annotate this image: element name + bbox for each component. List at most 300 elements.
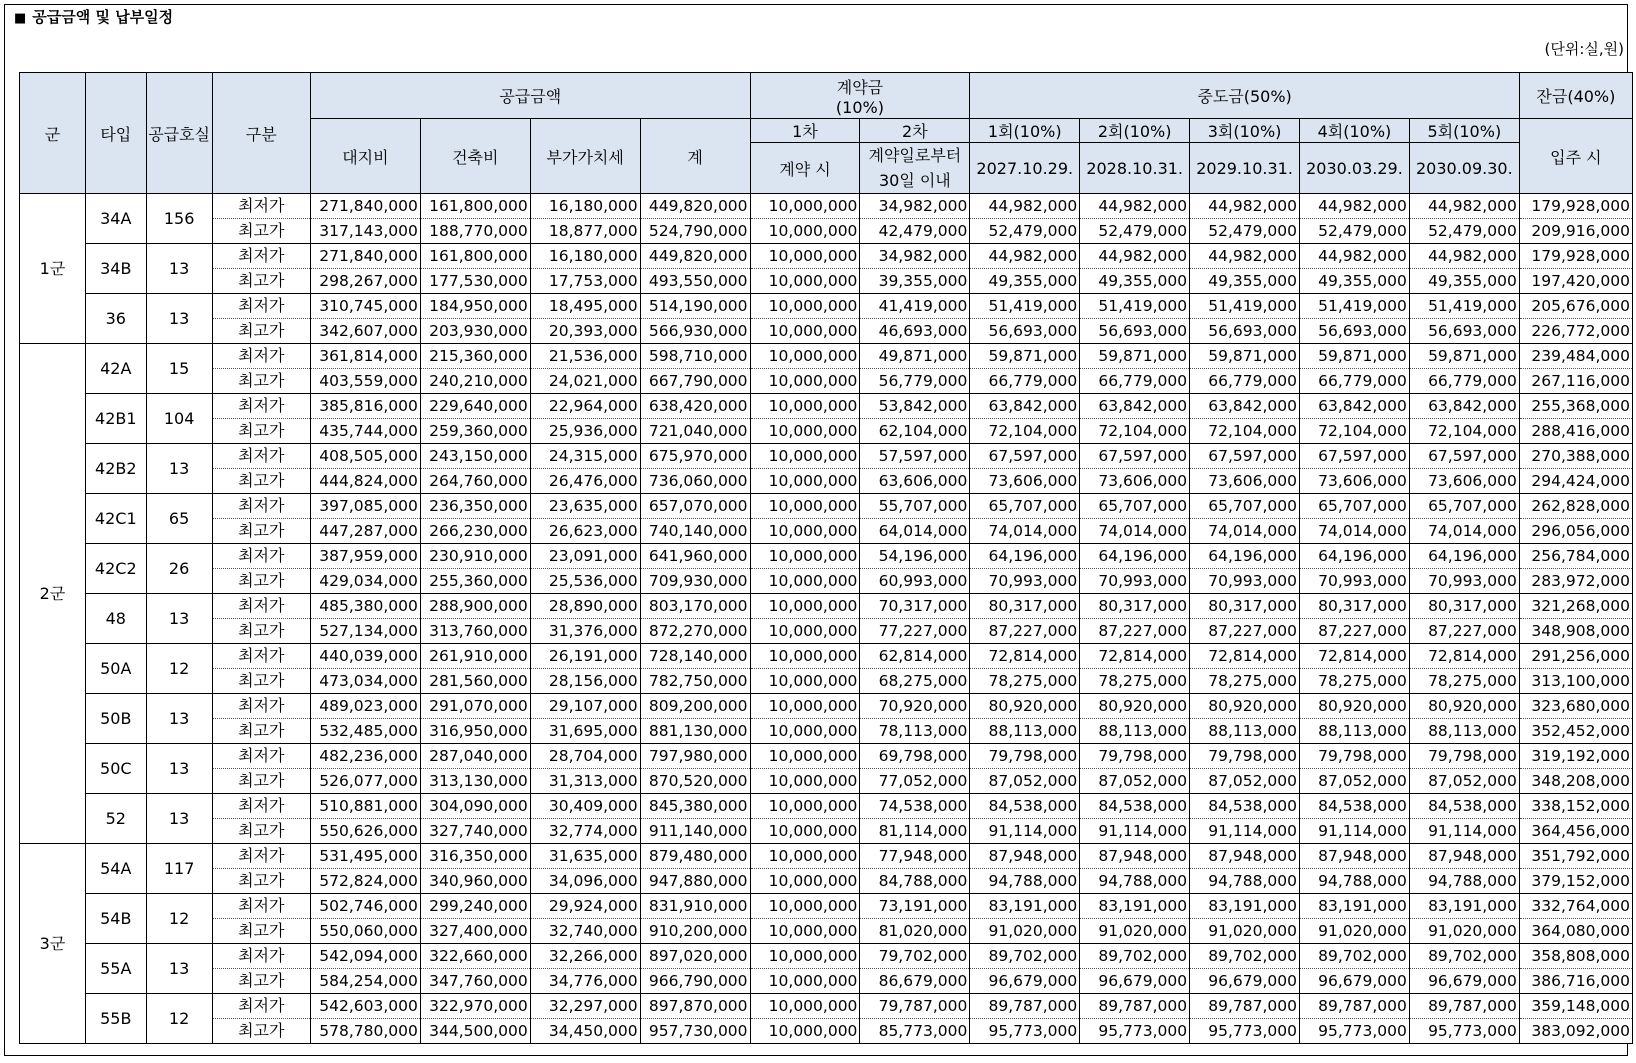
amount-cell: 28,890,000 <box>530 594 640 619</box>
amount-cell: 53,842,000 <box>860 394 970 419</box>
amount-cell: 256,784,000 <box>1519 544 1632 569</box>
amount-cell: 16,180,000 <box>530 244 640 269</box>
amount-cell: 24,315,000 <box>530 444 640 469</box>
amount-cell: 322,970,000 <box>420 994 530 1019</box>
page-title <box>14 6 173 27</box>
amount-cell: 240,210,000 <box>420 369 530 394</box>
amount-cell: 84,538,000 <box>1409 794 1519 819</box>
amount-cell: 897,020,000 <box>640 944 750 969</box>
table-row <box>20 269 1633 294</box>
header-supply-amount: 공급금액 <box>310 73 750 119</box>
table-row <box>20 919 1633 944</box>
type-cell: 54B <box>85 894 146 944</box>
header-deposit-2-when-a: 계약일로부터 <box>868 146 962 165</box>
table-row <box>20 219 1633 244</box>
amount-cell: 435,744,000 <box>310 419 420 444</box>
amount-cell: 83,191,000 <box>1300 894 1410 919</box>
category-cell: 최저가 <box>212 844 310 869</box>
amount-cell: 10,000,000 <box>750 419 860 444</box>
amount-cell: 359,148,000 <box>1519 994 1632 1019</box>
amount-cell: 524,790,000 <box>640 219 750 244</box>
amount-cell: 10,000,000 <box>750 519 860 544</box>
amount-cell: 316,350,000 <box>420 844 530 869</box>
amount-cell: 87,948,000 <box>1190 844 1300 869</box>
type-cell: 34A <box>85 194 146 244</box>
amount-cell: 740,140,000 <box>640 519 750 544</box>
amount-cell: 10,000,000 <box>750 719 860 744</box>
amount-cell: 550,060,000 <box>310 919 420 944</box>
amount-cell: 74,538,000 <box>860 794 970 819</box>
amount-cell: 803,170,000 <box>640 594 750 619</box>
amount-cell: 59,871,000 <box>1300 344 1410 369</box>
amount-cell: 74,014,000 <box>1080 519 1190 544</box>
amount-cell: 321,268,000 <box>1519 594 1632 619</box>
header-category: 구분 <box>212 73 310 194</box>
amount-cell: 64,196,000 <box>1300 544 1410 569</box>
amount-cell: 721,040,000 <box>640 419 750 444</box>
amount-cell: 55,707,000 <box>860 494 970 519</box>
amount-cell: 197,420,000 <box>1519 269 1632 294</box>
amount-cell: 288,900,000 <box>420 594 530 619</box>
amount-cell: 56,693,000 <box>1190 319 1300 344</box>
amount-cell: 532,485,000 <box>310 719 420 744</box>
type-cell: 42C2 <box>85 544 146 594</box>
amount-cell: 80,920,000 <box>970 694 1080 719</box>
amount-cell: 283,972,000 <box>1519 569 1632 594</box>
type-cell: 48 <box>85 594 146 644</box>
header-deposit-1-when: 계약 시 <box>750 143 860 194</box>
amount-cell: 10,000,000 <box>750 469 860 494</box>
amount-cell: 42,479,000 <box>860 219 970 244</box>
category-cell: 최고가 <box>212 769 310 794</box>
amount-cell: 64,196,000 <box>1190 544 1300 569</box>
amount-cell: 72,814,000 <box>1409 644 1519 669</box>
amount-cell: 344,500,000 <box>420 1019 530 1044</box>
amount-cell: 527,134,000 <box>310 619 420 644</box>
amount-cell: 64,196,000 <box>1409 544 1519 569</box>
header-vat: 부가가치세 <box>530 119 640 194</box>
amount-cell: 10,000,000 <box>750 894 860 919</box>
amount-cell: 638,420,000 <box>640 394 750 419</box>
amount-cell: 845,380,000 <box>640 794 750 819</box>
amount-cell: 78,275,000 <box>1080 669 1190 694</box>
amount-cell: 385,816,000 <box>310 394 420 419</box>
amount-cell: 675,970,000 <box>640 444 750 469</box>
amount-cell: 91,114,000 <box>1080 819 1190 844</box>
amount-cell: 831,910,000 <box>640 894 750 919</box>
amount-cell: 10,000,000 <box>750 319 860 344</box>
amount-cell: 52,479,000 <box>1300 219 1410 244</box>
amount-cell: 56,693,000 <box>1300 319 1410 344</box>
amount-cell: 440,039,000 <box>310 644 420 669</box>
amount-cell: 85,773,000 <box>860 1019 970 1044</box>
amount-cell: 271,840,000 <box>310 194 420 219</box>
amount-cell: 29,107,000 <box>530 694 640 719</box>
amount-cell: 88,113,000 <box>1080 719 1190 744</box>
amount-cell: 259,360,000 <box>420 419 530 444</box>
amount-cell: 408,505,000 <box>310 444 420 469</box>
units-cell: 13 <box>146 594 212 644</box>
amount-cell: 69,798,000 <box>860 744 970 769</box>
amount-cell: 957,730,000 <box>640 1019 750 1044</box>
amount-cell: 291,256,000 <box>1519 644 1632 669</box>
units-cell: 12 <box>146 644 212 694</box>
amount-cell: 531,495,000 <box>310 844 420 869</box>
units-cell: 15 <box>146 344 212 394</box>
type-cell: 55A <box>85 944 146 994</box>
amount-cell: 261,910,000 <box>420 644 530 669</box>
header-mid-date-5: 2030.09.30. <box>1409 143 1519 194</box>
amount-cell: 62,104,000 <box>860 419 970 444</box>
amount-cell: 10,000,000 <box>750 794 860 819</box>
amount-cell: 542,094,000 <box>310 944 420 969</box>
amount-cell: 310,745,000 <box>310 294 420 319</box>
amount-cell: 31,313,000 <box>530 769 640 794</box>
type-cell: 55B <box>85 994 146 1044</box>
amount-cell: 89,787,000 <box>970 994 1080 1019</box>
black-square-icon: ■ <box>14 11 27 26</box>
amount-cell: 34,982,000 <box>860 244 970 269</box>
amount-cell: 56,779,000 <box>860 369 970 394</box>
amount-cell: 65,707,000 <box>1190 494 1300 519</box>
table-row <box>20 619 1633 644</box>
header-balance: 잔금(40%) <box>1519 73 1632 119</box>
table-row <box>20 444 1633 469</box>
amount-cell: 322,660,000 <box>420 944 530 969</box>
amount-cell: 80,317,000 <box>1300 594 1410 619</box>
table-row <box>20 1019 1633 1044</box>
amount-cell: 67,597,000 <box>970 444 1080 469</box>
amount-cell: 44,982,000 <box>1409 244 1519 269</box>
amount-cell: 30,409,000 <box>530 794 640 819</box>
amount-cell: 44,982,000 <box>1300 194 1410 219</box>
units-cell: 13 <box>146 694 212 744</box>
amount-cell: 78,275,000 <box>1190 669 1300 694</box>
payment-schedule-table <box>19 72 1633 1044</box>
amount-cell: 80,317,000 <box>1409 594 1519 619</box>
amount-cell: 67,597,000 <box>1409 444 1519 469</box>
header-mid-date-1: 2027.10.29. <box>970 143 1080 194</box>
amount-cell: 89,702,000 <box>1300 944 1410 969</box>
amount-cell: 797,980,000 <box>640 744 750 769</box>
amount-cell: 572,824,000 <box>310 869 420 894</box>
amount-cell: 44,982,000 <box>1080 244 1190 269</box>
amount-cell: 94,788,000 <box>1190 869 1300 894</box>
amount-cell: 91,020,000 <box>970 919 1080 944</box>
category-cell: 최고가 <box>212 669 310 694</box>
amount-cell: 31,376,000 <box>530 619 640 644</box>
amount-cell: 10,000,000 <box>750 669 860 694</box>
amount-cell: 215,360,000 <box>420 344 530 369</box>
amount-cell: 87,227,000 <box>1409 619 1519 644</box>
amount-cell: 89,702,000 <box>970 944 1080 969</box>
type-cell: 42C1 <box>85 494 146 544</box>
amount-cell: 91,020,000 <box>1300 919 1410 944</box>
amount-cell: 10,000,000 <box>750 569 860 594</box>
table-row <box>20 644 1633 669</box>
header-land: 대지비 <box>310 119 420 194</box>
amount-cell: 10,000,000 <box>750 919 860 944</box>
amount-cell: 59,871,000 <box>970 344 1080 369</box>
table-row <box>20 319 1633 344</box>
amount-cell: 264,760,000 <box>420 469 530 494</box>
category-cell: 최저가 <box>212 394 310 419</box>
amount-cell: 94,788,000 <box>1409 869 1519 894</box>
amount-cell: 667,790,000 <box>640 369 750 394</box>
header-building: 건축비 <box>420 119 530 194</box>
amount-cell: 10,000,000 <box>750 744 860 769</box>
amount-cell: 10,000,000 <box>750 244 860 269</box>
amount-cell: 89,702,000 <box>1080 944 1190 969</box>
table-row <box>20 344 1633 369</box>
amount-cell: 10,000,000 <box>750 394 860 419</box>
amount-cell: 23,635,000 <box>530 494 640 519</box>
amount-cell: 74,014,000 <box>970 519 1080 544</box>
amount-cell: 89,787,000 <box>1409 994 1519 1019</box>
category-cell: 최고가 <box>212 369 310 394</box>
amount-cell: 32,266,000 <box>530 944 640 969</box>
units-cell: 13 <box>146 744 212 794</box>
amount-cell: 89,787,000 <box>1300 994 1410 1019</box>
table-row <box>20 719 1633 744</box>
amount-cell: 91,020,000 <box>1080 919 1190 944</box>
amount-cell: 657,070,000 <box>640 494 750 519</box>
type-cell: 52 <box>85 794 146 844</box>
amount-cell: 49,355,000 <box>970 269 1080 294</box>
amount-cell: 96,679,000 <box>1300 969 1410 994</box>
amount-cell: 51,419,000 <box>970 294 1080 319</box>
amount-cell: 236,350,000 <box>420 494 530 519</box>
amount-cell: 49,355,000 <box>1409 269 1519 294</box>
amount-cell: 64,196,000 <box>970 544 1080 569</box>
amount-cell: 270,388,000 <box>1519 444 1632 469</box>
amount-cell: 313,760,000 <box>420 619 530 644</box>
amount-cell: 87,052,000 <box>1080 769 1190 794</box>
amount-cell: 66,779,000 <box>970 369 1080 394</box>
amount-cell: 26,191,000 <box>530 644 640 669</box>
amount-cell: 79,798,000 <box>1190 744 1300 769</box>
amount-cell: 230,910,000 <box>420 544 530 569</box>
amount-cell: 95,773,000 <box>1409 1019 1519 1044</box>
amount-cell: 88,113,000 <box>1300 719 1410 744</box>
amount-cell: 281,560,000 <box>420 669 530 694</box>
amount-cell: 34,982,000 <box>860 194 970 219</box>
type-cell: 36 <box>85 294 146 344</box>
amount-cell: 387,959,000 <box>310 544 420 569</box>
amount-cell: 32,774,000 <box>530 819 640 844</box>
amount-cell: 299,240,000 <box>420 894 530 919</box>
header-deposit-2-when-b: 30일 이내 <box>878 171 951 190</box>
type-cell: 50C <box>85 744 146 794</box>
amount-cell: 347,760,000 <box>420 969 530 994</box>
amount-cell: 26,476,000 <box>530 469 640 494</box>
amount-cell: 10,000,000 <box>750 994 860 1019</box>
category-cell: 최고가 <box>212 969 310 994</box>
amount-cell: 10,000,000 <box>750 369 860 394</box>
amount-cell: 63,606,000 <box>860 469 970 494</box>
header-mid-date-3: 2029.10.31. <box>1190 143 1300 194</box>
table-row <box>20 519 1633 544</box>
amount-cell: 296,056,000 <box>1519 519 1632 544</box>
amount-cell: 31,695,000 <box>530 719 640 744</box>
amount-cell: 83,191,000 <box>1190 894 1300 919</box>
amount-cell: 493,550,000 <box>640 269 750 294</box>
category-cell: 최고가 <box>212 919 310 944</box>
amount-cell: 550,626,000 <box>310 819 420 844</box>
amount-cell: 482,236,000 <box>310 744 420 769</box>
amount-cell: 304,090,000 <box>420 794 530 819</box>
amount-cell: 91,020,000 <box>1190 919 1300 944</box>
amount-cell: 386,716,000 <box>1519 969 1632 994</box>
table-row <box>20 194 1633 219</box>
amount-cell: 66,779,000 <box>1080 369 1190 394</box>
amount-cell: 316,950,000 <box>420 719 530 744</box>
amount-cell: 870,520,000 <box>640 769 750 794</box>
amount-cell: 84,538,000 <box>1300 794 1410 819</box>
category-cell: 최고가 <box>212 1019 310 1044</box>
amount-cell: 79,798,000 <box>1409 744 1519 769</box>
amount-cell: 25,536,000 <box>530 569 640 594</box>
amount-cell: 72,104,000 <box>1300 419 1410 444</box>
amount-cell: 91,114,000 <box>1409 819 1519 844</box>
amount-cell: 271,840,000 <box>310 244 420 269</box>
header-deposit-2: 2차 <box>860 119 970 143</box>
page-title-text: 공급금액 및 납부일정 <box>32 8 174 26</box>
table-row <box>20 944 1633 969</box>
amount-cell: 80,317,000 <box>1080 594 1190 619</box>
table-row <box>20 819 1633 844</box>
amount-cell: 87,227,000 <box>1080 619 1190 644</box>
amount-cell: 184,950,000 <box>420 294 530 319</box>
amount-cell: 67,597,000 <box>1300 444 1410 469</box>
amount-cell: 10,000,000 <box>750 594 860 619</box>
amount-cell: 59,871,000 <box>1190 344 1300 369</box>
amount-cell: 514,190,000 <box>640 294 750 319</box>
amount-cell: 966,790,000 <box>640 969 750 994</box>
amount-cell: 73,606,000 <box>1190 469 1300 494</box>
category-cell: 최저가 <box>212 694 310 719</box>
header-deposit-1: 1차 <box>750 119 860 143</box>
units-cell: 13 <box>146 944 212 994</box>
amount-cell: 52,479,000 <box>1190 219 1300 244</box>
units-cell: 13 <box>146 794 212 844</box>
amount-cell: 351,792,000 <box>1519 844 1632 869</box>
amount-cell: 239,484,000 <box>1519 344 1632 369</box>
amount-cell: 28,156,000 <box>530 669 640 694</box>
amount-cell: 87,052,000 <box>1300 769 1410 794</box>
amount-cell: 91,114,000 <box>1300 819 1410 844</box>
amount-cell: 209,916,000 <box>1519 219 1632 244</box>
table-row <box>20 244 1633 269</box>
category-cell: 최저가 <box>212 444 310 469</box>
category-cell: 최저가 <box>212 544 310 569</box>
header-mid-5: 5회(10%) <box>1409 119 1519 143</box>
amount-cell: 70,993,000 <box>1409 569 1519 594</box>
header-mid-1: 1회(10%) <box>970 119 1080 143</box>
amount-cell: 44,982,000 <box>1409 194 1519 219</box>
amount-cell: 80,317,000 <box>1190 594 1300 619</box>
amount-cell: 161,800,000 <box>420 194 530 219</box>
header-mid-date-4: 2030.03.29. <box>1300 143 1410 194</box>
amount-cell: 94,788,000 <box>970 869 1080 894</box>
amount-cell: 79,798,000 <box>970 744 1080 769</box>
amount-cell: 10,000,000 <box>750 494 860 519</box>
amount-cell: 897,870,000 <box>640 994 750 1019</box>
amount-cell: 78,113,000 <box>860 719 970 744</box>
amount-cell: 327,400,000 <box>420 919 530 944</box>
amount-cell: 70,317,000 <box>860 594 970 619</box>
amount-cell: 70,993,000 <box>1300 569 1410 594</box>
amount-cell: 73,606,000 <box>1080 469 1190 494</box>
amount-cell: 20,393,000 <box>530 319 640 344</box>
amount-cell: 70,920,000 <box>860 694 970 719</box>
amount-cell: 397,085,000 <box>310 494 420 519</box>
amount-cell: 10,000,000 <box>750 544 860 569</box>
amount-cell: 338,152,000 <box>1519 794 1632 819</box>
amount-cell: 29,924,000 <box>530 894 640 919</box>
amount-cell: 87,948,000 <box>1409 844 1519 869</box>
amount-cell: 59,871,000 <box>1080 344 1190 369</box>
amount-cell: 64,014,000 <box>860 519 970 544</box>
amount-cell: 96,679,000 <box>1190 969 1300 994</box>
amount-cell: 24,021,000 <box>530 369 640 394</box>
amount-cell: 44,982,000 <box>1300 244 1410 269</box>
table-row <box>20 794 1633 819</box>
header-middle-payment: 중도금(50%) <box>970 73 1519 119</box>
table-row <box>20 544 1633 569</box>
amount-cell: 10,000,000 <box>750 944 860 969</box>
amount-cell: 51,419,000 <box>1300 294 1410 319</box>
amount-cell: 80,920,000 <box>1190 694 1300 719</box>
amount-cell: 267,116,000 <box>1519 369 1632 394</box>
category-cell: 최고가 <box>212 419 310 444</box>
amount-cell: 485,380,000 <box>310 594 420 619</box>
amount-cell: 96,679,000 <box>1080 969 1190 994</box>
category-cell: 최고가 <box>212 719 310 744</box>
table-row <box>20 994 1633 1019</box>
amount-cell: 87,052,000 <box>970 769 1080 794</box>
amount-cell: 319,192,000 <box>1519 744 1632 769</box>
amount-cell: 348,908,000 <box>1519 619 1632 644</box>
amount-cell: 44,982,000 <box>1080 194 1190 219</box>
category-cell: 최고가 <box>212 869 310 894</box>
group-cell: 2군 <box>20 344 86 844</box>
amount-cell: 177,530,000 <box>420 269 530 294</box>
amount-cell: 22,964,000 <box>530 394 640 419</box>
table-row <box>20 844 1633 869</box>
amount-cell: 84,538,000 <box>1080 794 1190 819</box>
amount-cell: 72,104,000 <box>1190 419 1300 444</box>
amount-cell: 298,267,000 <box>310 269 420 294</box>
header-units: 공급호실 <box>146 73 212 194</box>
units-cell: 65 <box>146 494 212 544</box>
units-cell: 12 <box>146 994 212 1044</box>
amount-cell: 78,275,000 <box>1300 669 1410 694</box>
category-cell: 최저가 <box>212 594 310 619</box>
amount-cell: 84,788,000 <box>860 869 970 894</box>
amount-cell: 291,070,000 <box>420 694 530 719</box>
amount-cell: 52,479,000 <box>1080 219 1190 244</box>
amount-cell: 49,355,000 <box>1300 269 1410 294</box>
amount-cell: 313,130,000 <box>420 769 530 794</box>
units-cell: 117 <box>146 844 212 894</box>
amount-cell: 25,936,000 <box>530 419 640 444</box>
table-row <box>20 419 1633 444</box>
type-cell: 50A <box>85 644 146 694</box>
amount-cell: 352,452,000 <box>1519 719 1632 744</box>
table-row <box>20 694 1633 719</box>
amount-cell: 10,000,000 <box>750 1019 860 1044</box>
